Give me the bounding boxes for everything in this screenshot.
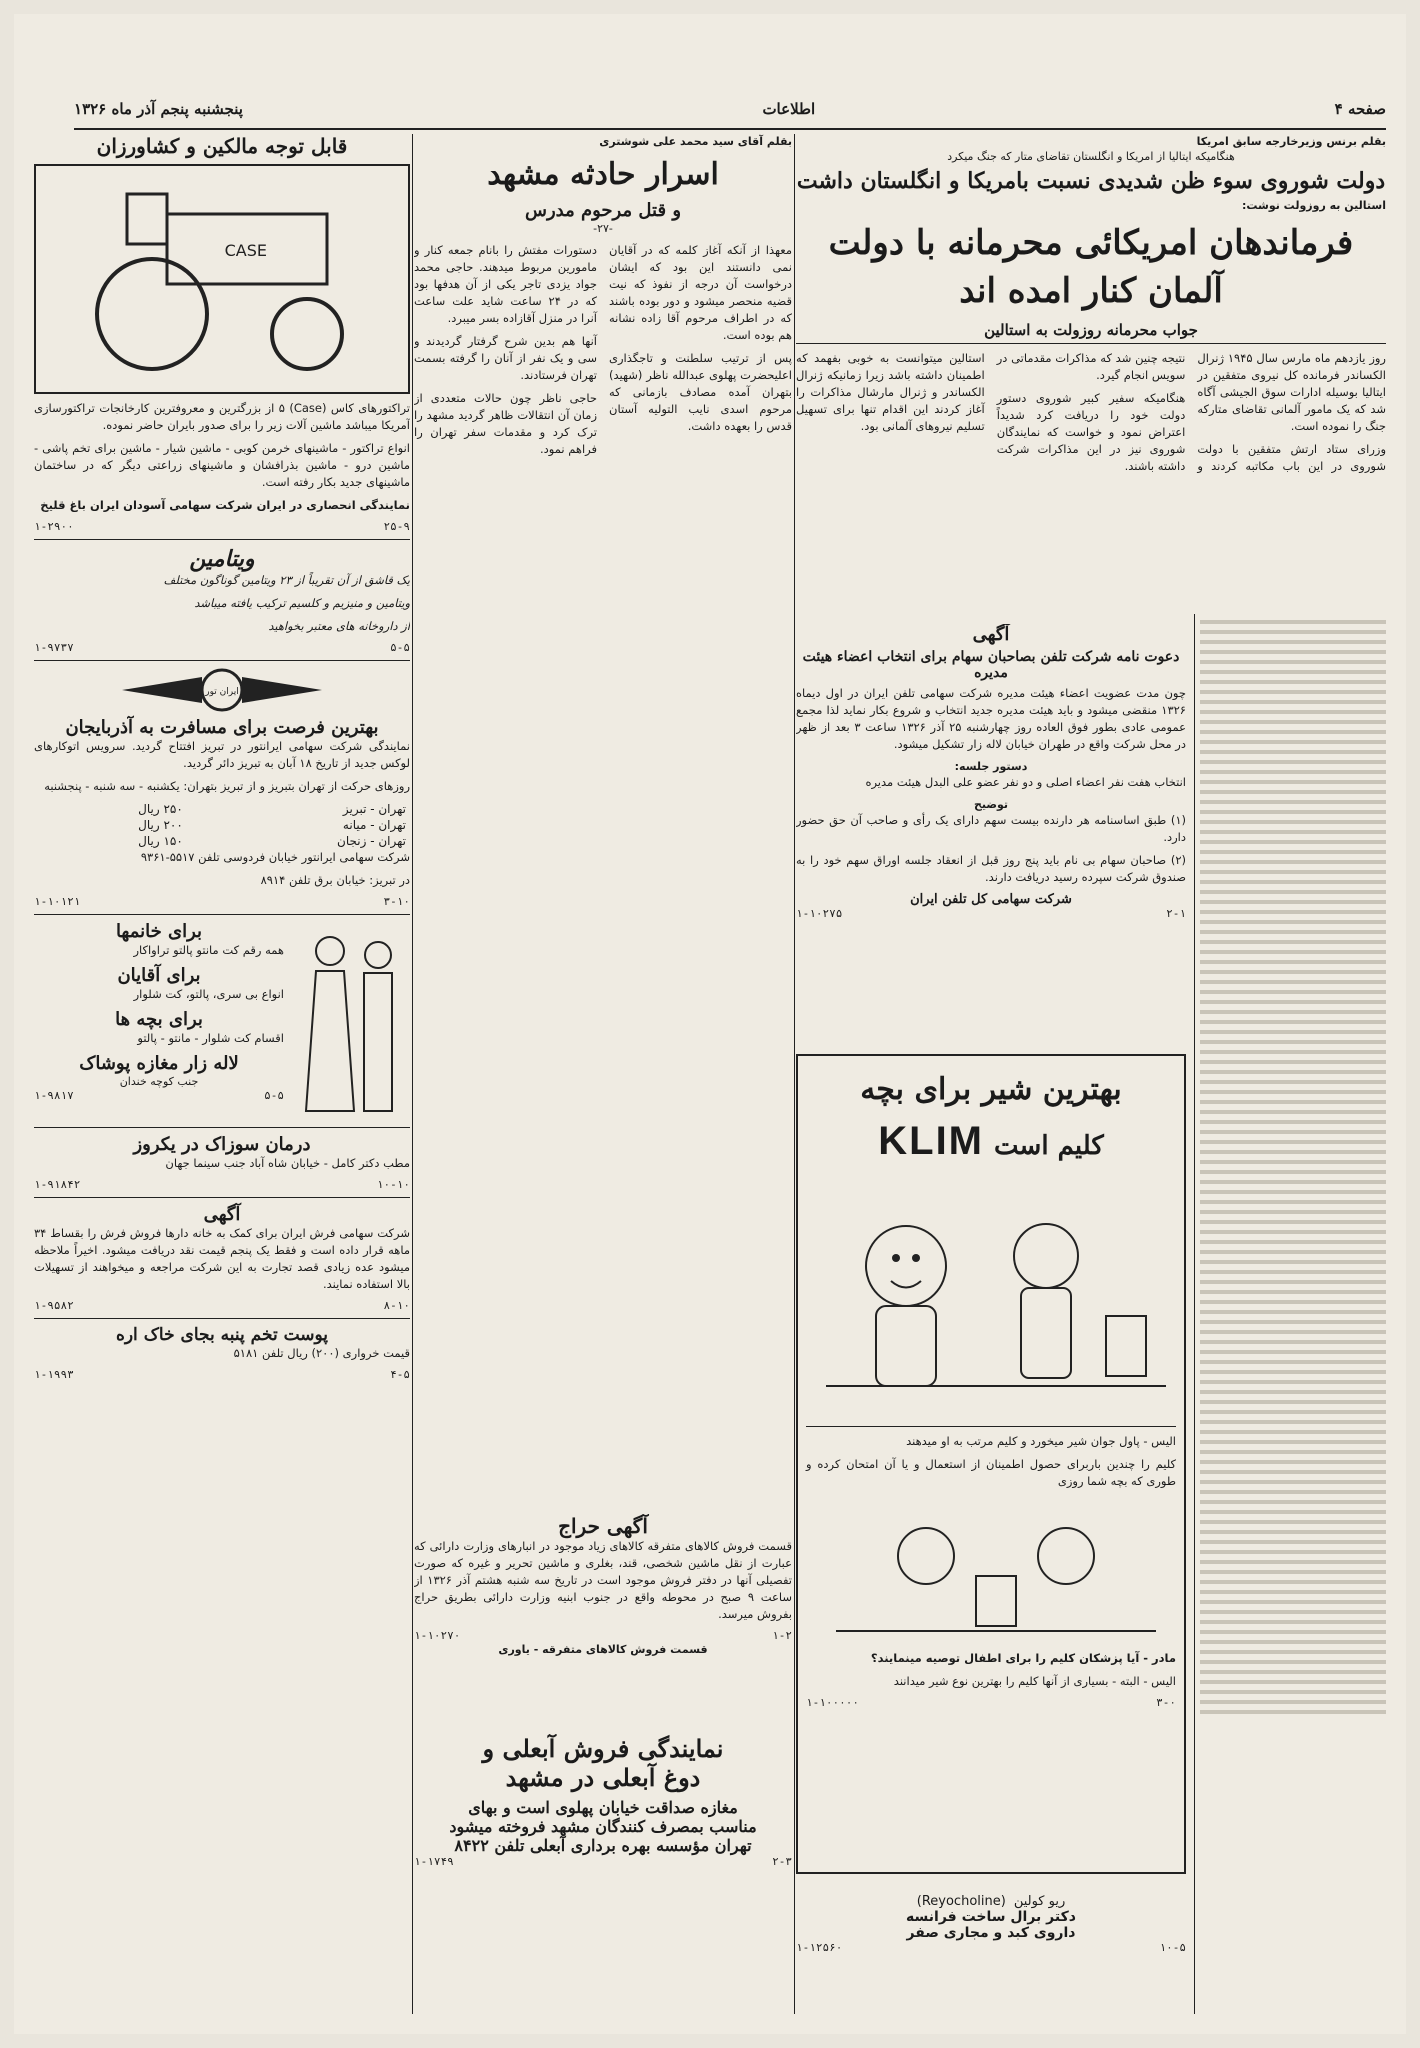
drug-line: داروی کبد و مجاری صفر	[906, 1925, 1076, 1941]
wings-logo-text: ایران تور	[205, 687, 239, 697]
abali-line: مغازه صداقت خیابان پهلوی است و بهای	[468, 1798, 738, 1817]
ad-ref: ۸-۱۰	[383, 1299, 410, 1312]
article-subkicker: استالین به روزولت نوشت:	[1241, 199, 1386, 212]
continuation-text	[1200, 620, 1386, 1714]
clothing-line: اقسام کت شلوار - مانتو - پالتو	[137, 1031, 284, 1045]
article-paragraph: روز یازدهم ماه مارس سال ۱۹۴۵ ژنرال الکساندر فرمانده کل نیروی متفقین در ایتالیا بوسیله ادارات سوق الجیشی آگاه شد که یک مامور آلمانی تقاضای متارکه جنگ را نموده است.	[1197, 351, 1386, 433]
article-paragraph: استالین میتوانست به خوبی بفهمد که اطمینان داشته باشد زیرا زمانیکه ژنرال الکساندر و ژنرال مارشال مذاکرات را آغاز کردند این اقدام تنها برای تسهیل تسلیم نیروهای آلمانی بود.	[796, 351, 985, 433]
fare-table	[34, 801, 410, 849]
notice-title: آگهی	[203, 1204, 241, 1225]
article-headline: دولت شوروی سوء ظن شدیدی نسبت بامریکا و انگلستان داشت	[796, 168, 1386, 194]
vitamin-title: ویتامین	[189, 546, 255, 572]
table-row	[34, 833, 410, 849]
clothing-line: همه رقم کت مانتو پالتو تراواکار	[133, 943, 284, 957]
drug-name-fa: ریو کولین	[1013, 1894, 1066, 1909]
fare-price: ۲۵۰ ریال	[138, 802, 183, 816]
ad-ref: ۲-۳	[772, 1855, 792, 1868]
note-item: (۱) طبق اساسنامه هر دارنده بیست سهم دارای یک رأی و صاحب آن حق حضور دارد.	[796, 813, 1186, 844]
article-body	[796, 350, 1386, 475]
drug-line: دکتر برال ساخت فرانسه	[906, 1909, 1076, 1925]
cottonseed-body: قیمت خرواری (۲۰۰) ریال تلفن ۵۱۸۱	[233, 1346, 410, 1360]
mashhad-article	[414, 134, 792, 1454]
clothing-shop: لاله زار مغازه پوشاک	[79, 1053, 239, 1074]
paper-name: اطلاعات	[762, 100, 816, 118]
ad-ref: ۳-۰	[1156, 1696, 1176, 1709]
ad-code: ۱-۱۹۹۳	[34, 1368, 74, 1381]
notice-body: قسمت فروش کالاهای متفرقه کالاهای زیاد موجود در انبارهای وزارت دارائی که عبارت از نقل ماشین شخصی، قند، بغلری و ماشین تحریر و غیره که صورت تفصیلی آنها در دفتر فروش موجود است در تاریخ سه شنبه هشتم آذر ۱۳۲۶ از ساعت ۹ صبح در محوطه واقع در جنوب ابنیه وزارت دارائی بطریق حراج بفروش میرسد.	[414, 1539, 792, 1621]
article-continuation	[1200, 614, 1386, 2014]
fare-price: ۲۰۰ ریال	[138, 818, 183, 832]
drug-name-en: (Reyocholine)	[916, 1894, 1006, 1909]
ad-ref: ۳-۱۰	[383, 895, 410, 908]
tractor-items: انواع تراکتور - ماشینهای خرمن کوبی - ماشین شیار - ماشین برای تخم پاشی - ماشین درو - ماشین بذرافشان و ماشینهای زراعتی دیگر که در ساختمان ماشینهای جدید بکار رفته است.	[34, 441, 410, 489]
agenda-text: انتخاب هفت نفر اعضاء اصلی و دو نفر عضو علی البدل هیئت مدیره	[865, 775, 1186, 789]
article-paragraph: وزرای ستاد ارتش متفقین با دولت شوروی در این باب مکاتبه کردند و نتیجه چنین شد که مذاکرات مقدماتی در سویس انجام گیرد.	[996, 351, 1386, 473]
ads-column	[34, 134, 410, 2014]
clothing-title: برای خانمها	[115, 921, 203, 942]
agenda-label: دستور جلسه:	[954, 760, 1028, 773]
article-subhead: و قتل مرحوم مدرس	[524, 200, 682, 221]
ad-ref: ۵-۵	[264, 1089, 284, 1102]
fare-price: ۱۵۰ ریال	[138, 834, 183, 848]
clothing-ad	[34, 921, 410, 1121]
article-byline: بقلم آقای سید محمد علی شوشتری	[599, 135, 792, 148]
irantour-ad	[34, 667, 410, 908]
tractor-contact: نمایندگی انحصاری در ایران شرکت سهامی آسودان ایران باغ قلیخ	[40, 498, 410, 512]
article-paragraph: پس از ترتیب سلطنت و تاجگذاری اعلیحضرت پهلوی عبدالله ناظر (شهید) بتهران آمده مصادف بازمانی که مرحوم اسدی نایب التولیه آستان قدس را بعهده داشت.	[609, 351, 792, 433]
klim-brand-fa: کلیم است	[994, 1131, 1104, 1161]
notice-signature: شرکت سهامی کل تلفن ایران	[910, 892, 1072, 907]
carpet-notice	[34, 1204, 410, 1312]
column-divider	[412, 134, 413, 2014]
vitamin-line: یک قاشق از آن تقریباً از ۲۳ ویتامین گوناگون مختلف	[163, 573, 410, 587]
tractor-image	[57, 174, 387, 384]
vitamin-ad	[34, 546, 410, 654]
tractor-header: قابل توجه مالکین و کشاورزان	[96, 134, 348, 158]
clothing-title: برای بچه ها	[115, 1009, 203, 1030]
klim-answer: الیس - البته - بسیاری از آنها کلیم را بهترین نوع شیر میدانند	[893, 1674, 1176, 1688]
ad-code: ۱-۱۰۱۲۱	[34, 895, 81, 908]
ad-code: ۱-۱۷۴۹	[414, 1855, 454, 1868]
masthead	[74, 92, 1386, 126]
masthead-rule	[74, 128, 1386, 130]
ad-code: ۱-۱۲۵۶۰	[796, 1941, 843, 1954]
ad-ref: ۱۰-۵	[1159, 1941, 1186, 1954]
auction-notice	[414, 1514, 792, 1724]
clothing-line: انواع بی سری، پالتو، کت شلوار	[133, 987, 284, 1001]
irantour-days: روزهای حرکت از تهران بتبریز و از تبریز بتهران: یکشنبه - سه شنبه - پنجشنبه	[44, 779, 410, 793]
klim-brand: KLIM	[878, 1119, 985, 1163]
notice-title: آگهی	[972, 624, 1010, 645]
cottonseed-ad	[34, 1325, 410, 1381]
notice-body: شرکت سهامی فرش ایران برای کمک به خانه دارها فروش فرش را بقساط ۳۴ ماهه قرار داده است و فقط یک پنجم قیمت نقد دریافت میشود. اخیراً ملاحظه میشود عده زیادی قصد تجارت به این شرکت مراجعه و میخواهند از تسهیلات بالا استفاده نمایند.	[34, 1226, 410, 1291]
article-paragraph: حاجی ناظر چون حالات متعددی از زمان آن انتقالات ظاهر گردید مشهد را ترک کرد و مقدمات سفر تهران را فراهم نمود.	[414, 391, 597, 456]
column-divider	[1194, 614, 1195, 2014]
ad-code: ۱-۱۰۲۷۰	[414, 1629, 461, 1642]
klim-ad	[796, 1054, 1186, 1874]
auction-footer: قسمت فروش کالاهای متفرقه - یاوری	[498, 1643, 708, 1656]
ad-ref: ۲۵-۹	[383, 520, 410, 533]
fare-route: تهران - میانه	[342, 818, 406, 832]
ad-ref: ۵-۵	[390, 641, 410, 654]
ad-code: ۱-۹۵۸۲	[34, 1299, 74, 1312]
telephone-notice	[796, 624, 1186, 1044]
tractor-illustration	[34, 164, 410, 394]
klim-second-illustration	[816, 1496, 1176, 1646]
ad-code: ۱-۹۸۱۷	[34, 1089, 74, 1102]
abali-line: تهران مؤسسه بهره برداری آبعلی تلفن ۸۴۲۲	[454, 1836, 752, 1855]
ad-code: ۱-۹۱۸۴۲	[34, 1178, 81, 1191]
irantour-tabriz: در تبریز: خیابان برق تلفن ۸۹۱۴	[260, 873, 410, 887]
article-byline: بقلم برنس وزیرخارجه سابق امریکا	[1196, 135, 1386, 148]
ad-ref: ۱-۲	[772, 1629, 792, 1642]
article-paragraph: هنگامیکه سفیر کبیر شوروی دستور دولت خود را دریافت کرد شدیداً اعتراض نمود و خواست که نمایندگان شوروی نیز در این مذاکرات شرکت داشته باشند.	[996, 391, 1186, 473]
article-paragraph: دستورات مفتش را بانام جمعه کنار و مامورین مربوط میدهند. حاجی محمد جواد یزدی تاجر یکی از آن هدفها بود که در ۲۴ ساعت شاید علت ساعت آنرا در منزل آقازاده بسر میبرد.	[414, 243, 597, 325]
cottonseed-title: پوست تخم پنبه بجای خاک اره	[115, 1325, 329, 1345]
irantour-address: شرکت سهامی ایرانتور خیابان فردوسی تلفن ۵۵۱۷-۹۳۶۱	[140, 850, 410, 864]
klim-headline: بهترین شیر برای بچه	[860, 1072, 1122, 1107]
notice-heading: دعوت نامه شرکت تلفن بصاحبان سهام برای انتخاب اعضاء هیئت مدیره	[802, 649, 1180, 681]
irantour-body: نمایندگی شرکت سهامی ایرانتور در تبریز افتتاح گردید. سرویس اتوکارهای لوکس جدید از تاریخ ۱۸ آبان به تبریز دائر گردید.	[34, 739, 410, 770]
reyocholine-ad	[796, 1894, 1186, 2014]
fare-route: تهران - تبریز	[342, 802, 406, 816]
treatment-body: مطب دکتر کامل - خیابان شاه آباد جنب سینما جهان	[165, 1156, 410, 1170]
ad-code: ۱-۹۷۳۷	[34, 641, 74, 654]
klim-caption: الیس - پاول جوان شیر میخورد و کلیم مرتب به او میدهند	[906, 1434, 1176, 1448]
ad-code: ۱-۲۹۰۰	[34, 520, 74, 533]
vitamin-line: ویتامین و منیزیم و کلسیم ترکیب یافته میباشد	[194, 596, 410, 610]
newspaper-page	[14, 14, 1406, 2034]
article-body	[414, 242, 792, 458]
irantour-headline: بهترین فرصت برای مسافرت به آذربایجان	[65, 717, 379, 738]
note-label: توضیح	[973, 798, 1009, 811]
abali-line: نمایندگی فروش آبعلی و	[482, 1734, 724, 1763]
fare-route: تهران - زنجان	[337, 834, 406, 848]
table-row	[34, 817, 410, 833]
tractor-body: تراکتورهای کاس (Case) ۵ از بزرگترین و معروفترین کارخانجات تراکتورسازی آمریکا میباشد ماشین آلات زیر را برای صدور بایران حاضر نموده.	[34, 401, 410, 432]
abali-line: مناسب بمصرف کنندگان مشهد فروخته میشود	[449, 1817, 757, 1836]
clothing-address: جنب کوچه خندان	[119, 1075, 199, 1088]
article-paragraph: آنها هم بدین شرح گرفتار گردیدند و سی و یک نفر از آنان را گرفته بسمت تهران فرستادند.	[414, 334, 597, 382]
vitamin-line: از داروخانه های معتبر بخواهید	[268, 619, 410, 633]
notice-title: آگهی حراج	[558, 1514, 648, 1538]
table-row	[34, 801, 410, 817]
article-paragraph: معهذا از آنکه آغاز کلمه که در آقایان نمی دانستند این بود که ایشان درخواست آن درجه از نفوذ که نیت قضیه منحصر میشود و دور بوده باشند که در اطراف مرحوم آقا زاده نشانه هم بوده است.	[609, 243, 792, 342]
abali-line: دوغ آبعلی در مشهد	[505, 1763, 701, 1792]
fashion-illustration	[290, 921, 410, 1121]
article-part: -۲۷-	[593, 222, 613, 235]
klim-question: مادر - آیا پزشکان کلیم را برای اطفال توصیه مینمایند؟	[870, 1651, 1176, 1665]
treatment-title: درمان سوزاک در یکروز	[133, 1134, 311, 1155]
notice-body: چون مدت عضویت اعضاء هیئت مدیره شرکت سهامی تلفن ایران در اول دیماه ۱۳۲۶ منقضی میشود و باید هیئت مدیره جدید انتخاب و شروع بکار نماید لذا مجمع عمومی عادی بطور فوق العاده روز چهارشنبه ۲۵ آذر ۱۳۲۶ ساعت ۳ بعد از ظهر در محل شرکت واقع در طهران خیابان لاله زار تشکیل میشود.	[796, 686, 1186, 751]
note-item: (۲) صاحبان سهام بی نام باید پنج روز قبل از انعقاد جلسه اوراق سهم خود را به صندوق شرکت سپرده رسید دریافت دارند.	[796, 853, 1186, 884]
article-kicker: هنگامیکه ایتالیا از امریکا و انگلستان تقاضای متار که جنگ میکرد	[947, 150, 1235, 163]
ad-code: ۱-۱۰۲۷۵	[796, 907, 843, 920]
wings-logo	[112, 667, 332, 713]
article-headline: اسرار حادثه مشهد	[487, 157, 719, 192]
page-number: صفحه ۴	[1334, 100, 1386, 118]
treatment-ad	[34, 1134, 410, 1191]
article-subhead: جواب محرمانه روزولت به استالین	[796, 321, 1386, 344]
klim-caption: کلیم را چندین باربرای حصول اطمینان از استعمال و یا آن امتحان کرده و طوری که بچه شما روزی	[806, 1457, 1176, 1488]
ad-ref: ۲-۱	[1166, 907, 1186, 920]
clothing-title: برای آقایان	[117, 965, 201, 986]
column-divider	[794, 134, 795, 2014]
article-main-headline: فرماندهان امریکائی محرمانه با دولت آلمان کنار امده اند	[828, 223, 1354, 311]
ad-ref: ۱۰-۱۰	[376, 1178, 410, 1191]
abali-ad	[414, 1734, 792, 2014]
klim-illustration	[816, 1176, 1176, 1416]
tractor-logo: CASE	[224, 241, 267, 260]
issue-date: پنجشنبه پنجم آذر ماه ۱۳۲۶	[74, 100, 243, 118]
ad-ref: ۴-۵	[390, 1368, 410, 1381]
ad-code: ۱-۱۰۰۰۰۰	[806, 1696, 859, 1709]
